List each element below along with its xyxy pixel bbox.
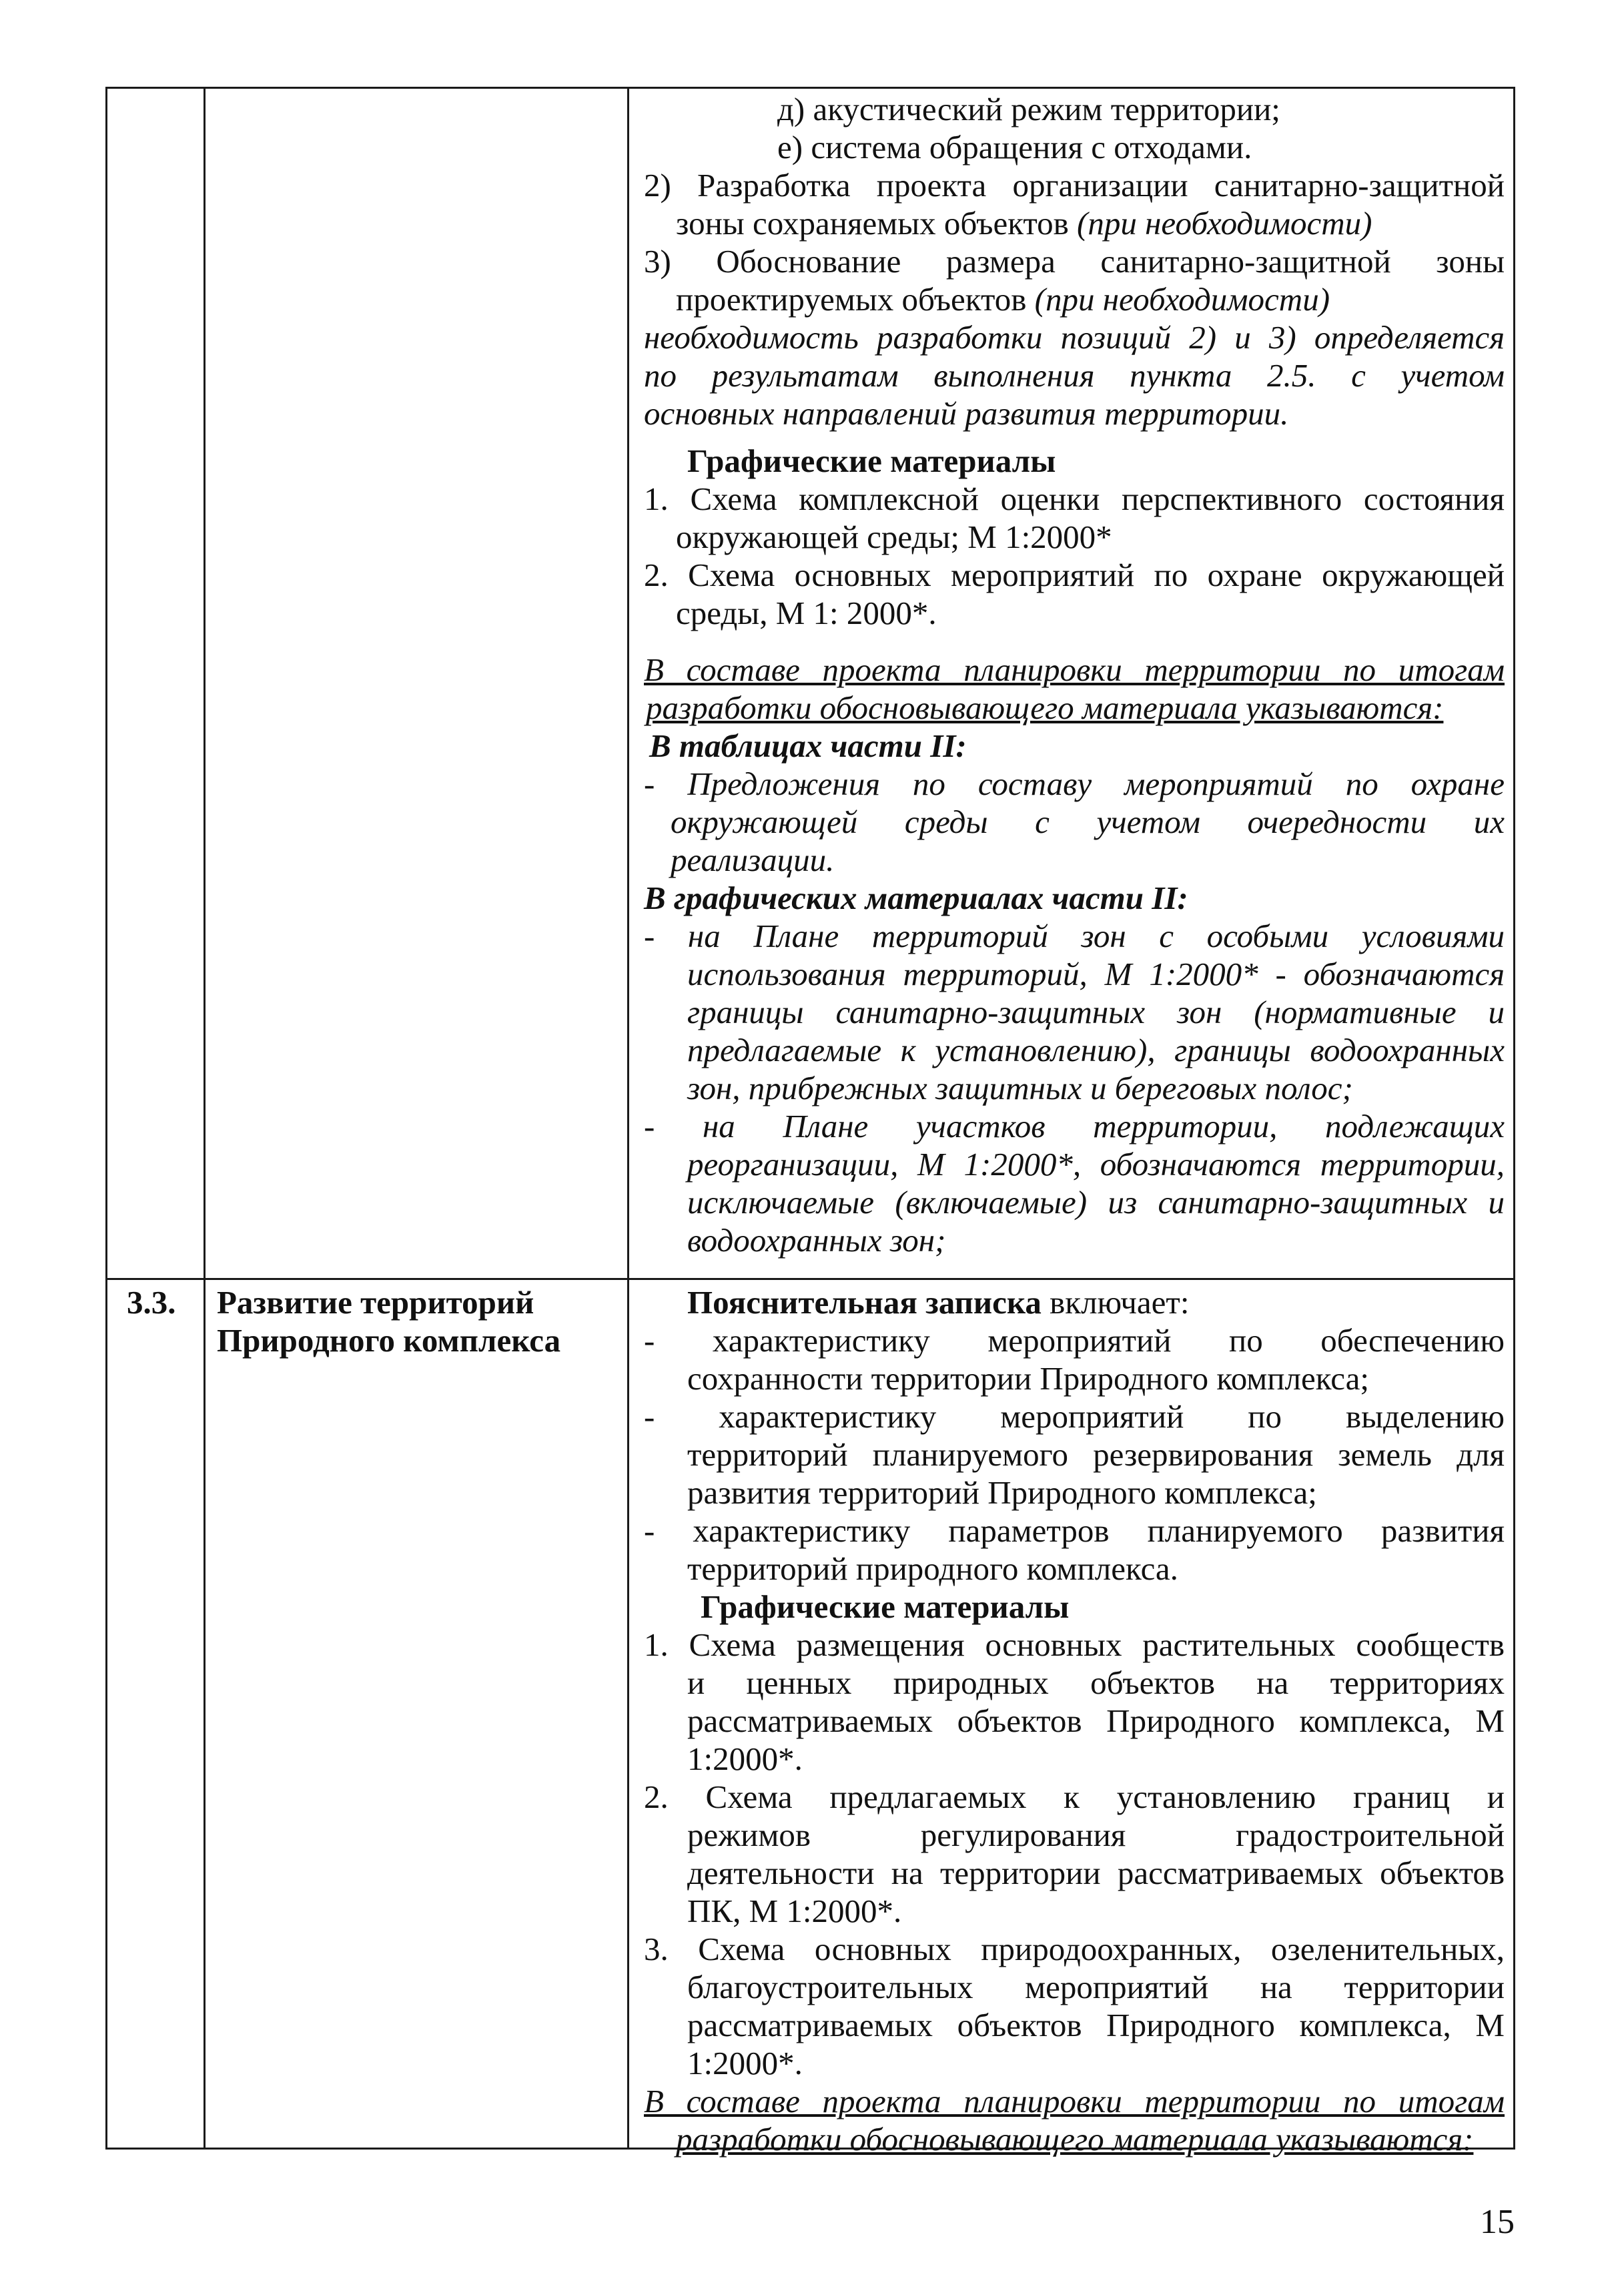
text-line: 2. Схема предлагаемых к установлению границ и [644,1778,1505,1815]
text-line: территорий планируемого резервирования земель для [687,1436,1505,1473]
explanatory-note-rest: включает: [1041,1284,1190,1321]
text-line: ПК, М 1:2000*. [687,1893,902,1929]
text-line: 1:2000*. [687,2045,803,2081]
text-line: использования территорий, М 1:2000* - обозначаются [687,956,1505,992]
text-line: рассматриваемых объектов Природного комплекса, М [687,1702,1505,1739]
text-line: 1. Схема размещения основных растительных сообществ [644,1626,1505,1663]
text-line: деятельности на территории рассматриваемых объектов [687,1855,1505,1891]
project-heading-2-line1: В составе проекта планировки территории по итогам [644,2083,1505,2120]
text-line: проектируемых объектов (при необходимости) [676,281,1330,318]
graphics-heading-2: Графические материалы [701,1588,1070,1625]
text-line: водоохранных зон; [687,1222,946,1259]
table-border-right [1513,87,1515,2149]
text-line: - характеристику мероприятий по выделению [644,1398,1505,1435]
text-line: 1. Схема комплексной оценки перспективного состояния [644,480,1505,517]
text-line: 3. Схема основных природоохранных, озеленительных, [644,1931,1505,1967]
row2-items-list [644,1321,1505,1588]
text-line: среды, М 1: 2000*. [676,595,937,631]
text-line: 2. Схема основных мероприятий по охране окружающей [644,557,1505,593]
row2-content [644,1283,1505,2158]
text-line: по результатам выполнения пункта 2.5. с учетом [644,357,1505,394]
project-heading-line1: В составе проекта планировки территории по итогам [644,651,1505,688]
table-border-top [105,87,1515,89]
row-name [217,1283,617,1359]
text-line: необходимость разработки позиций 2) и 3) определяется [644,319,1505,356]
row1-content [644,90,1505,1259]
text-line: благоустроительных мероприятий на территории [687,1969,1505,2005]
text-line: режимов регулирования градостроительной [687,1817,1505,1853]
table-divider-2 [627,87,629,2149]
explanatory-note-intro [644,1283,1505,1321]
row-name-line2: Природного комплекса [217,1322,561,1359]
text-line: - на Плане территорий зон с особыми условиями [644,918,1505,954]
row-separator [105,1278,1515,1280]
text-line: е) система обращения с отходами. [777,129,1252,166]
explanatory-note-label: Пояснительная записка [687,1284,1042,1321]
row2-graphics-list [644,1626,1505,2082]
text-line: зоны сохраняемых объектов (при необходимости) [676,205,1372,242]
row1-tables-list [644,765,1505,879]
text-line: - на Плане участков территории, подлежащих [644,1108,1505,1145]
text-line: - Предложения по составу мероприятий по охране [644,765,1505,802]
text-line: 1:2000*. [687,1740,803,1777]
project-heading-2-line2: разработки обосновывающего материала указываются: [676,2121,1474,2158]
graphics-heading: Графические материалы [687,442,1056,479]
text-line: реализации. [671,842,835,878]
graph-materials-heading: В графических материалах части II: [644,880,1188,916]
text-line: реорганизации, М 1:2000*, обозначаются территории, [687,1146,1505,1183]
text-line: окружающей среды с учетом очередности их [671,803,1505,840]
row-number: 3.3. [127,1284,176,1321]
text-line: окружающей среды; М 1:2000* [676,519,1112,555]
text-line: 3) Обоснование размера санитарно-защитной зоны [644,243,1505,280]
text-line: сохранности территории Природного комплекса; [687,1360,1370,1397]
row-name-line1: Развитие территорий [217,1284,534,1321]
page-number: 15 [1480,2203,1515,2241]
text-line: 2) Разработка проекта организации санитарно-защитной [644,167,1505,204]
table-divider-1 [204,87,206,2149]
text-line: - характеристику мероприятий по обеспечению [644,1322,1505,1359]
text-line: зон, прибрежных защитных и береговых полос; [687,1070,1353,1106]
text-line: границы санитарно-защитных зон (нормативные и [687,994,1505,1030]
project-heading-line2: разработки обосновывающего материала указываются: [646,689,1444,726]
text-line: территорий природного комплекса. [687,1550,1178,1587]
row1-graphics-list [644,480,1505,632]
table-border-left [105,87,107,2149]
text-line: - характеристику параметров планируемого развития [644,1512,1505,1549]
text-line: и ценных природных объектов на территориях [687,1664,1505,1701]
tables-heading: В таблицах части II: [649,727,967,764]
text-line: предлагаемые к установлению), границы водоохранных [687,1032,1505,1068]
text-line: д) акустический режим территории; [777,91,1280,127]
row1-text-block [644,90,1505,432]
text-line: основных направлений развития территории. [644,395,1289,432]
text-line: исключаемые (включаемые) из санитарно-защитных и [687,1184,1505,1221]
text-line: рассматриваемых объектов Природного комплекса, М [687,2007,1505,2043]
row1-graph-list [644,917,1505,1259]
text-line: развития территорий Природного комплекса; [687,1474,1317,1511]
